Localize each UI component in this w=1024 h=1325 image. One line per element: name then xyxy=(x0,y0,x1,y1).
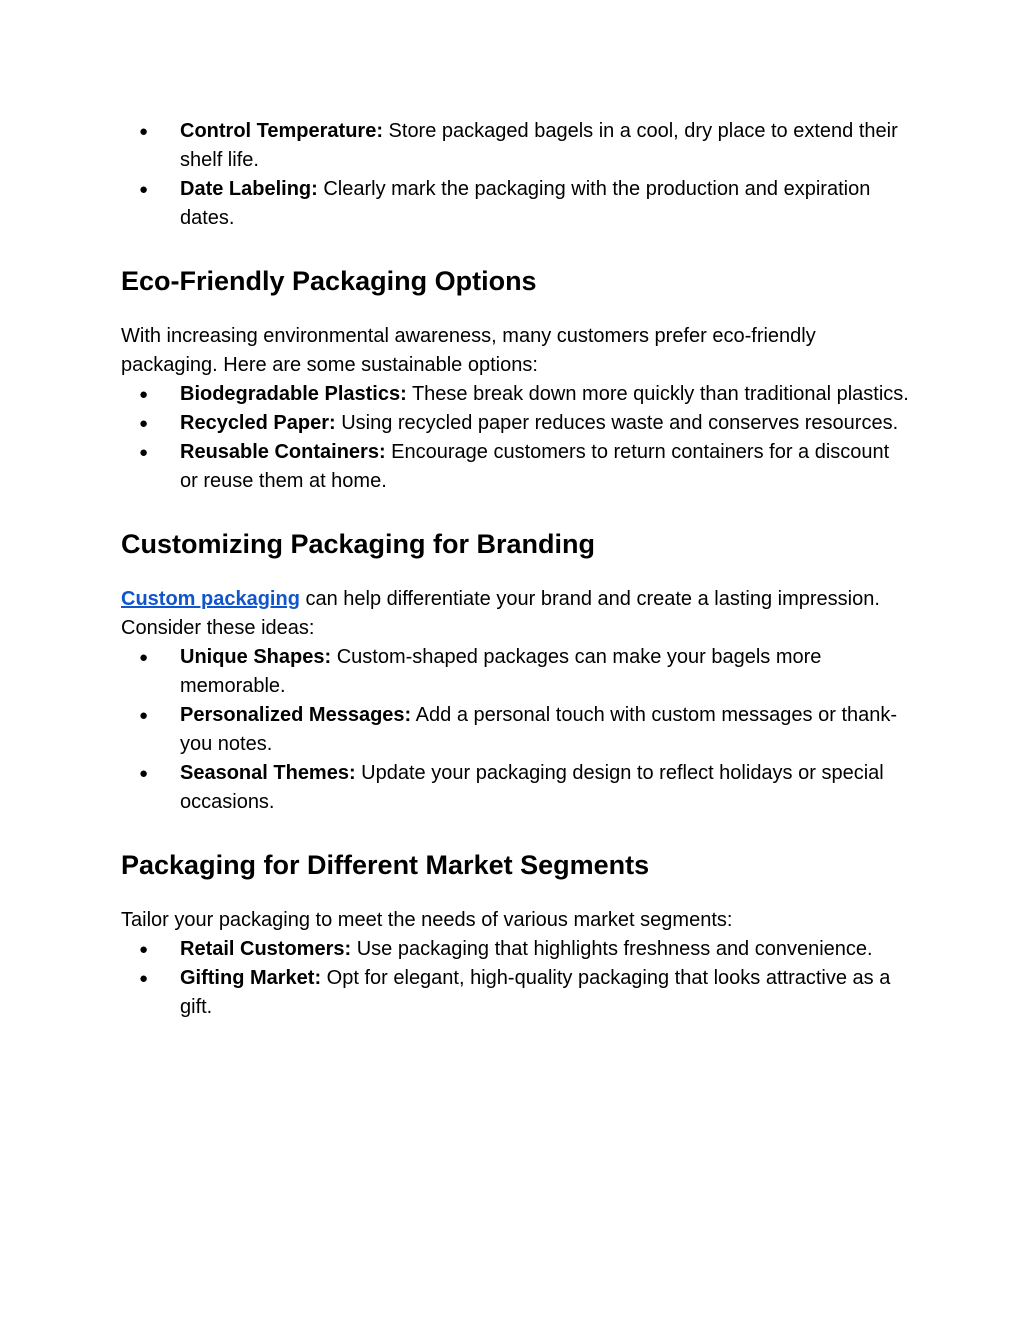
list-item xyxy=(121,117,911,175)
list-item-term: Personalized Messages: xyxy=(180,704,412,726)
list-item-text: Update your packaging design to reflect holidays or special occasions. xyxy=(180,762,884,813)
bullet-icon: ● xyxy=(139,415,149,432)
heading-market-segments: Packaging for Different Market Segments xyxy=(121,850,650,880)
list-item-text: Store packaged bagels in a cool, dry place to extend their shelf life. xyxy=(180,120,898,171)
list-item xyxy=(121,964,911,1022)
bullet-icon: ● xyxy=(139,941,149,958)
list-item-term: Seasonal Themes: xyxy=(180,762,356,784)
bullet-icon: ● xyxy=(139,707,149,724)
list-item-text: Using recycled paper reduces waste and conserves resources. xyxy=(335,412,899,434)
bullet-icon: ● xyxy=(139,765,149,782)
branding-intro-paragraph xyxy=(121,585,911,643)
list-item-term: Unique Shapes: xyxy=(180,646,332,668)
list-item xyxy=(121,701,911,759)
segments-list xyxy=(121,935,911,1022)
bullet-icon: ● xyxy=(139,970,149,987)
list-item-text: Clearly mark the packaging with the production and expiration dates. xyxy=(180,178,871,229)
list-item-term: Biodegradable Plastics: xyxy=(180,383,407,405)
bullet-icon: ● xyxy=(139,123,149,140)
document-page xyxy=(121,117,911,1022)
bullet-icon: ● xyxy=(139,181,149,198)
list-item-text: Encourage customers to return containers for a discount or reuse them at home. xyxy=(180,441,890,492)
list-item xyxy=(121,409,911,438)
eco-options-list xyxy=(121,380,911,496)
custom-packaging-link[interactable]: Custom packaging xyxy=(121,588,300,610)
storage-tips-list xyxy=(121,117,911,233)
list-item-text: These break down more quickly than traditional plastics. xyxy=(406,383,909,405)
list-item-text: Custom-shaped packages can make your bagels more memorable. xyxy=(180,646,822,697)
list-item-text: Add a personal touch with custom messages or thank-you notes. xyxy=(180,704,898,755)
list-item-term: Recycled Paper: xyxy=(180,412,336,434)
list-item xyxy=(121,175,911,233)
heading-customizing-packaging: Customizing Packaging for Branding xyxy=(121,529,596,559)
branding-ideas-list xyxy=(121,643,911,817)
eco-intro-paragraph: With increasing environmental awareness, many customers prefer eco-friendly packaging. Here are some sustainable options: xyxy=(121,325,816,376)
list-item xyxy=(121,380,911,409)
list-item-term: Retail Customers: xyxy=(180,938,352,960)
heading-eco-friendly-packaging: Eco-Friendly Packaging Options xyxy=(121,266,537,296)
list-item-term: Control Temperature: xyxy=(180,120,383,142)
list-item xyxy=(121,759,911,817)
list-item xyxy=(121,935,911,964)
list-item-term: Gifting Market: xyxy=(180,967,322,989)
segments-intro-paragraph: Tailor your packaging to meet the needs of various market segments: xyxy=(121,909,733,931)
bullet-icon: ● xyxy=(139,649,149,666)
list-item-term: Date Labeling: xyxy=(180,178,318,200)
list-item xyxy=(121,643,911,701)
list-item xyxy=(121,438,911,496)
list-item-term: Reusable Containers: xyxy=(180,441,386,463)
bullet-icon: ● xyxy=(139,386,149,403)
branding-intro-text: can help differentiate your brand and create a lasting impression. Consider these ideas: xyxy=(121,588,880,639)
list-item-text: Opt for elegant, high-quality packaging that looks attractive as a gift. xyxy=(180,967,891,1018)
list-item-text: Use packaging that highlights freshness and convenience. xyxy=(351,938,873,960)
bullet-icon: ● xyxy=(139,444,149,461)
